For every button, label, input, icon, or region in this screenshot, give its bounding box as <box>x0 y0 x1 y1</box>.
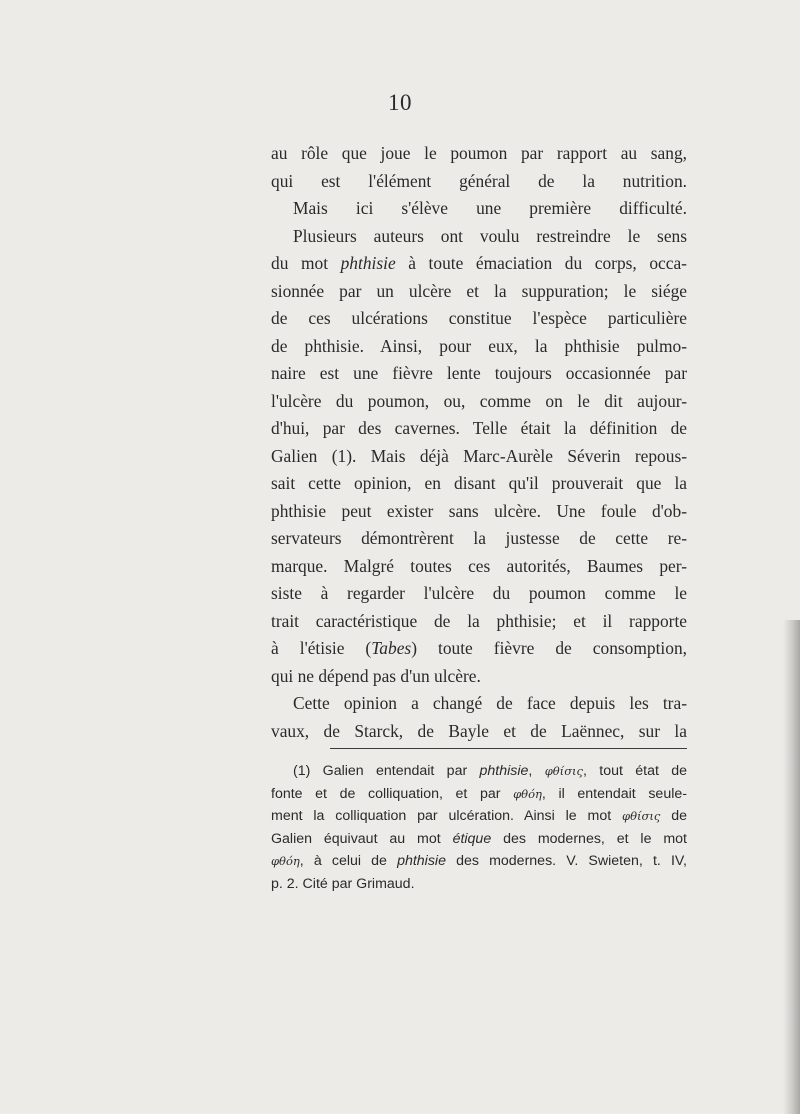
footnote-separator <box>330 748 687 749</box>
footnote-line <box>271 850 687 873</box>
text-line: Mais ici s'élève une première difficulté. <box>293 198 687 218</box>
italic-term: phthisie <box>340 253 396 273</box>
text-line <box>271 635 687 663</box>
text-line: servateurs démontrèrent la justesse de cette re- <box>271 528 687 548</box>
text-line: siste à regarder l'ulcère du poumon comme le <box>271 583 687 603</box>
italic-term: phthisie <box>397 853 446 869</box>
text-span: des modernes, et le mot <box>503 830 687 847</box>
text-span: , <box>528 763 533 779</box>
text-line: sionnée par un ulcère et la suppuration; le siége <box>271 280 687 301</box>
italic-term: phthisie <box>479 763 529 779</box>
greek-term: φθόη <box>513 786 542 801</box>
text-line: naire est une fièvre lente toujours occasionnée par <box>271 363 687 383</box>
text-span: à toute émaciation du corps, occa- <box>408 253 687 273</box>
text-line: marque. Malgré toutes ces autorités, Baumes per- <box>271 555 687 576</box>
text-line <box>271 250 687 278</box>
italic-term: étique <box>452 830 492 847</box>
footnote-line <box>271 783 687 806</box>
text-line: l'ulcère du poumon, ou, comme on le dit aujour- <box>271 390 687 411</box>
text-line: phthisie peut exister sans ulcère. Une foule d'ob- <box>271 500 687 521</box>
text-span: des modernes. V. Swieten, t. IV, <box>456 853 688 869</box>
greek-term: φθίσις <box>622 809 661 823</box>
text-span: fonte et de colliquation, et par <box>271 785 501 802</box>
text-span: ment la colliquation par ulcération. Ainsi le mot <box>271 808 612 824</box>
text-line: vaux, de Starck, de Bayle et de Laënnec, sur la <box>271 720 687 741</box>
text-span: du mot <box>271 253 329 273</box>
text-span: , à celui de <box>299 853 387 869</box>
text-span: de <box>671 808 687 824</box>
page-number: 10 <box>388 90 412 115</box>
footnote-line <box>271 805 687 828</box>
greek-term: φθόη <box>271 854 300 868</box>
text-line: Cette opinion a changé de face depuis les tra- <box>293 693 687 713</box>
text-line: de ces ulcérations constitue l'espèce particulière <box>271 308 687 328</box>
footnote <box>271 760 687 895</box>
text-span: (1) Galien entendait par <box>293 763 468 779</box>
text-line: trait caractéristique de la phthisie; et il rapporte <box>271 610 687 631</box>
text-span: ) toute fièvre de consomption, <box>411 638 687 658</box>
text-span: à l'étisie ( <box>271 638 372 658</box>
text-line: sait cette opinion, en disant qu'il prouverait que la <box>271 473 687 493</box>
text-line <box>271 168 687 196</box>
text-line: qui ne dépend pas d'un ulcère. <box>271 665 481 686</box>
footnote-line <box>271 828 687 851</box>
greek-term: φθίσις <box>544 764 583 778</box>
text-line: Galien (1). Mais déjà Marc-Aurèle Séverin repous- <box>271 445 687 466</box>
text-line: d'hui, par des cavernes. Telle était la définition de <box>271 418 687 438</box>
text-line: au rôle que joue le poumon par rapport au sang, <box>271 143 687 163</box>
italic-term: Tabes <box>371 638 412 658</box>
page-edge-shadow <box>783 620 800 1114</box>
text-span: Galien équivaut au mot <box>271 830 441 847</box>
text-span: qui est l'élément général de la nutrition. <box>271 170 687 191</box>
text-span: , il entendait seule- <box>541 785 687 802</box>
footnote-line: p. 2. Cité par Grimaud. <box>271 875 415 892</box>
text-line: de phthisie. Ainsi, pour eux, la phthisie pulmo- <box>271 335 687 356</box>
body-text <box>271 140 687 745</box>
text-span: , tout état de <box>583 763 687 779</box>
text-line: Plusieurs auteurs ont voulu restreindre le sens <box>293 225 687 246</box>
footnote-line <box>271 760 687 783</box>
